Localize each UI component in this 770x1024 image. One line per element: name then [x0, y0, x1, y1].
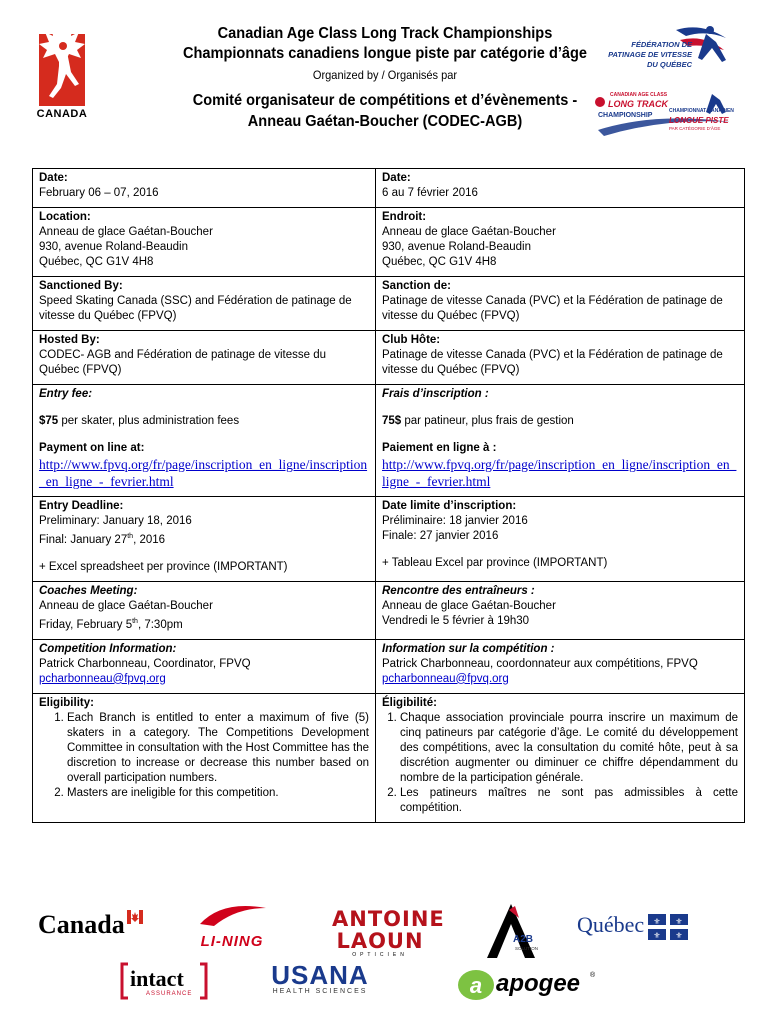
sponsor-canada: [38, 910, 143, 940]
sponsor-usana: [264, 962, 376, 995]
maple-leaf-skater-icon: [33, 14, 91, 108]
eligibility-en-label: Eligibility:: [39, 696, 94, 709]
date-fr: [376, 169, 745, 208]
a2b-sub: SOLUTION: [515, 946, 539, 951]
location-fr-line: 930, avenue Roland-Beaudin: [382, 241, 531, 253]
sponsor-lining: [186, 904, 278, 950]
payment-link-fr[interactable]: http://www.fpvq.org/fr/page/inscription_en_ligne/inscription_en_ligne_-_fevrier.html: [382, 457, 737, 489]
fpvq-line-3: DU QUÉBEC: [646, 60, 692, 69]
deadline-en-prelim: Preliminary: January 18, 2016: [39, 515, 192, 527]
antoine-line-3: OPTICIEN: [352, 952, 408, 958]
champ-logo-e: LONGUE PISTE: [669, 116, 729, 125]
email-link-en[interactable]: pcharbonneau@fpvq.org: [39, 672, 166, 685]
coaches-fr-time: Vendredi le 5 février à 19h30: [382, 614, 530, 627]
deadline-en: [33, 497, 376, 582]
payment-link-en[interactable]: http://www.fpvq.org/fr/page/inscription_en_ligne/inscription_en_ligne_-_fevrier.html: [39, 457, 368, 489]
champ-logo-a: CANADIAN AGE CLASS: [610, 92, 668, 98]
usana-word: USANA: [271, 960, 369, 990]
fee-fr-pay-label: Paiement en ligne à :: [382, 442, 497, 454]
deadline-fr: [376, 497, 745, 582]
fee-en-label: Entry fee:: [39, 388, 93, 400]
deadline-fr-final: Finale: 27 janvier 2016: [382, 530, 499, 542]
date-en-label: Date:: [39, 172, 68, 184]
coaches-en-time-sup: th: [132, 617, 138, 625]
intact-sub: ASSURANCE: [146, 991, 193, 997]
coaches-en-label: Coaches Meeting:: [39, 584, 138, 597]
fpvq-logo-text: [606, 40, 692, 70]
a2b-mountain-icon: [483, 900, 545, 960]
row-deadline: [33, 497, 745, 582]
location-fr-line: Anneau de glace Gaétan-Boucher: [382, 226, 556, 238]
list-item: 2. Les patineurs maîtres ne sont pas admissibles à cette compétition.: [400, 786, 738, 816]
title-english: Canadian Age Class Long Track Championships: [217, 25, 553, 42]
sanction-fr-label: Sanction de:: [382, 280, 452, 292]
deadline-en-label: Entry Deadline:: [39, 500, 124, 512]
eligibility-fr-list: [382, 711, 738, 816]
fee-en: [33, 385, 376, 497]
list-item: 2. Masters are ineligible for this competition.: [67, 786, 369, 801]
fee-en-amount: $75: [39, 415, 59, 427]
sponsor-lining-word: LI-NING: [200, 933, 264, 950]
deadline-fr-label: Date limite d’inscription:: [382, 500, 517, 512]
date-en-value: February 06 – 07, 2016: [39, 187, 159, 199]
fee-fr: [376, 385, 745, 497]
deadline-en-note: + Excel spreadsheet per province (IMPORTANT): [39, 560, 288, 573]
svg-text:a: a: [469, 973, 483, 998]
champ-logo-d: CHAMPIONNAT CANADIEN: [669, 108, 734, 114]
date-fr-label: Date:: [382, 172, 411, 184]
deadline-en-final-b: , 2016: [133, 533, 166, 546]
sponsor-canada-word: Canada: [38, 910, 125, 939]
quebec-flag-icon: [648, 914, 688, 940]
info-table: [32, 168, 745, 823]
svg-text:⚜: ⚜: [675, 916, 683, 926]
deadline-fr-prelim: Préliminaire: 18 janvier 2016: [382, 515, 528, 527]
host-fr-value: Patinage de vitesse Canada (PVC) et la Fédération de patinage de vitesse du Québec (FPVQ): [382, 349, 723, 376]
location-fr-line: Québec, QC G1V 4H8: [382, 256, 497, 268]
fee-en-amount-rest: per skater, plus administration fees: [58, 415, 240, 427]
championship-logo: [594, 92, 734, 152]
sponsor-apogee: [456, 968, 596, 1004]
organizer-line-2: Anneau Gaétan-Boucher (CODEC-AGB): [247, 113, 523, 130]
list-item: 1. Each Branch is entitled to enter a maximum of five (5) skaters in a category. The Competitions Development Committee in consultation with the Host Committee has the discretion to increase or decrease this number based on overall participation numbers.: [67, 711, 369, 786]
coaches-en-place: Anneau de glace Gaétan-Boucher: [39, 599, 213, 612]
row-competition: [33, 639, 745, 693]
svg-text:⚜: ⚜: [653, 930, 661, 940]
eligibility-fr: [376, 693, 745, 822]
location-fr-label: Endroit:: [382, 211, 427, 223]
eligibility-en-list: [39, 711, 369, 801]
eligibility-fr-label: Éligibilité:: [382, 696, 437, 709]
list-item: 1. Chaque association provinciale pourra inscrire un maximum de cinq patineurs par catégorie d’âge. Le comité du développement des compétitions, avec la consultation du comité hôte, peut à sa discrétion augmenter ou diminuer ce chiffre dépendamment du nombre de la participation générale.: [400, 711, 738, 786]
sponsor-a2b: [483, 900, 545, 960]
host-fr-label: Club Hôte:: [382, 334, 441, 346]
canada-logo-caption: CANADA: [36, 108, 88, 120]
location-en: [33, 208, 376, 277]
a2b-word: A2B: [513, 934, 534, 945]
location-en-line: Anneau de glace Gaétan-Boucher: [39, 226, 213, 238]
svg-text:⚜: ⚜: [675, 930, 683, 940]
competition-fr-label: Information sur la compétition :: [382, 642, 555, 655]
host-en-label: Hosted By:: [39, 334, 100, 346]
competition-en-contact: Patrick Charbonneau, Coordinator, FPVQ: [39, 657, 251, 670]
row-sanction: [33, 277, 745, 331]
apogee-word: apogee: [496, 970, 581, 997]
deadline-fr-note: + Tableau Excel par province (IMPORTANT): [382, 557, 608, 569]
fpvq-logo: [606, 20, 734, 76]
fpvq-line-2: PATINAGE DE VITESSE: [608, 50, 692, 59]
competition-fr: [376, 639, 745, 693]
fee-fr-label: Frais d’inscription :: [382, 388, 489, 400]
fee-en-amount-line: [39, 414, 369, 429]
coaches-en: [33, 581, 376, 639]
fee-en-pay-label: Payment on line at:: [39, 442, 145, 454]
organized-by: Organized by / Organisés par: [312, 68, 458, 82]
coaches-fr: [376, 581, 745, 639]
sanction-fr: [376, 277, 745, 331]
host-fr: [376, 331, 745, 385]
antoine-line-2: LAOUN: [336, 929, 424, 953]
deadline-en-final-sup: th: [127, 533, 134, 540]
competition-en-label: Competition Information:: [39, 642, 177, 655]
location-en-line: Québec, QC G1V 4H8: [39, 256, 154, 268]
row-coaches: [33, 581, 745, 639]
title-french: Championnats canadiens longue piste par catégorie d’âge: [182, 45, 587, 62]
antoine-line-1: ANTOINE: [332, 907, 445, 931]
host-en-value: CODEC- AGB and Fédération de patinage de vitesse du Québec (FPVQ): [39, 349, 327, 376]
competition-fr-contact: Patrick Charbonneau, coordonnateur aux compétitions, FPVQ: [382, 657, 698, 670]
sanction-en-label: Sanctioned By:: [39, 280, 123, 292]
sponsor-antoine-laoun: [332, 907, 445, 958]
sponsor-quebec: [577, 912, 688, 940]
apogee-mark-icon: [456, 968, 496, 1002]
fee-fr-amount-line: [382, 414, 738, 429]
sanction-fr-value: Patinage de vitesse Canada (PVC) et la Fédération de patinage de vitesse du Québec (FPVQ): [382, 295, 723, 322]
canada-flag-icon: [127, 910, 143, 924]
lining-swoosh-icon: [192, 904, 272, 928]
row-host: [33, 331, 745, 385]
date-fr-value: 6 au 7 février 2016: [382, 187, 478, 199]
deadline-en-final: [39, 529, 369, 548]
intact-word: intact: [130, 966, 184, 991]
usana-sub: HEALTH SCIENCES: [272, 988, 368, 995]
coaches-fr-place: Anneau de glace Gaétan-Boucher: [382, 599, 556, 612]
host-en: [33, 331, 376, 385]
document-header: [0, 0, 770, 165]
row-fee: [33, 385, 745, 497]
location-fr: [376, 208, 745, 277]
sponsor-logos: [0, 900, 770, 1024]
sanction-en-value: Speed Skating Canada (SSC) and Fédération de patinage de vitesse du Québec (FPVQ): [39, 295, 352, 322]
coaches-en-time-b: , 7:30pm: [137, 618, 183, 631]
location-en-label: Location:: [39, 211, 91, 223]
champ-logo-b: LONG TRACK: [608, 99, 668, 109]
organizer-line-1: Comité organisateur de compétitions et d’évènements -: [192, 92, 578, 109]
location-en-line: 930, avenue Roland-Beaudin: [39, 241, 188, 253]
champ-logo-c: CHAMPIONSHIP: [598, 112, 653, 119]
row-eligibility: [33, 693, 745, 822]
sponsor-intact: [120, 962, 208, 1000]
fee-fr-amount: 75$: [382, 415, 402, 427]
sponsor-quebec-word: Québec: [577, 912, 645, 937]
row-date: [33, 169, 745, 208]
email-link-fr[interactable]: pcharbonneau@fpvq.org: [382, 672, 509, 685]
competition-en: [33, 639, 376, 693]
eligibility-en: [33, 693, 376, 822]
svg-text:⚜: ⚜: [653, 916, 661, 926]
sanction-en: [33, 277, 376, 331]
fpvq-line-1: FÉDÉRATION DE: [631, 40, 692, 49]
date-en: [33, 169, 376, 208]
canada-logo: [33, 14, 91, 120]
coaches-en-time-a: Friday, February 5: [39, 618, 133, 631]
fee-fr-amount-rest: par patineur, plus frais de gestion: [401, 415, 574, 427]
coaches-en-time: [39, 614, 369, 633]
coaches-fr-label: Rencontre des entraîneurs :: [382, 584, 535, 597]
row-location: [33, 208, 745, 277]
apogee-reg: ®: [590, 972, 596, 979]
champ-logo-f: PAR CATÉGORIE D’ÂGE: [669, 126, 721, 131]
deadline-en-final-a: Final: January 27: [39, 533, 128, 546]
title-block: [150, 24, 620, 132]
